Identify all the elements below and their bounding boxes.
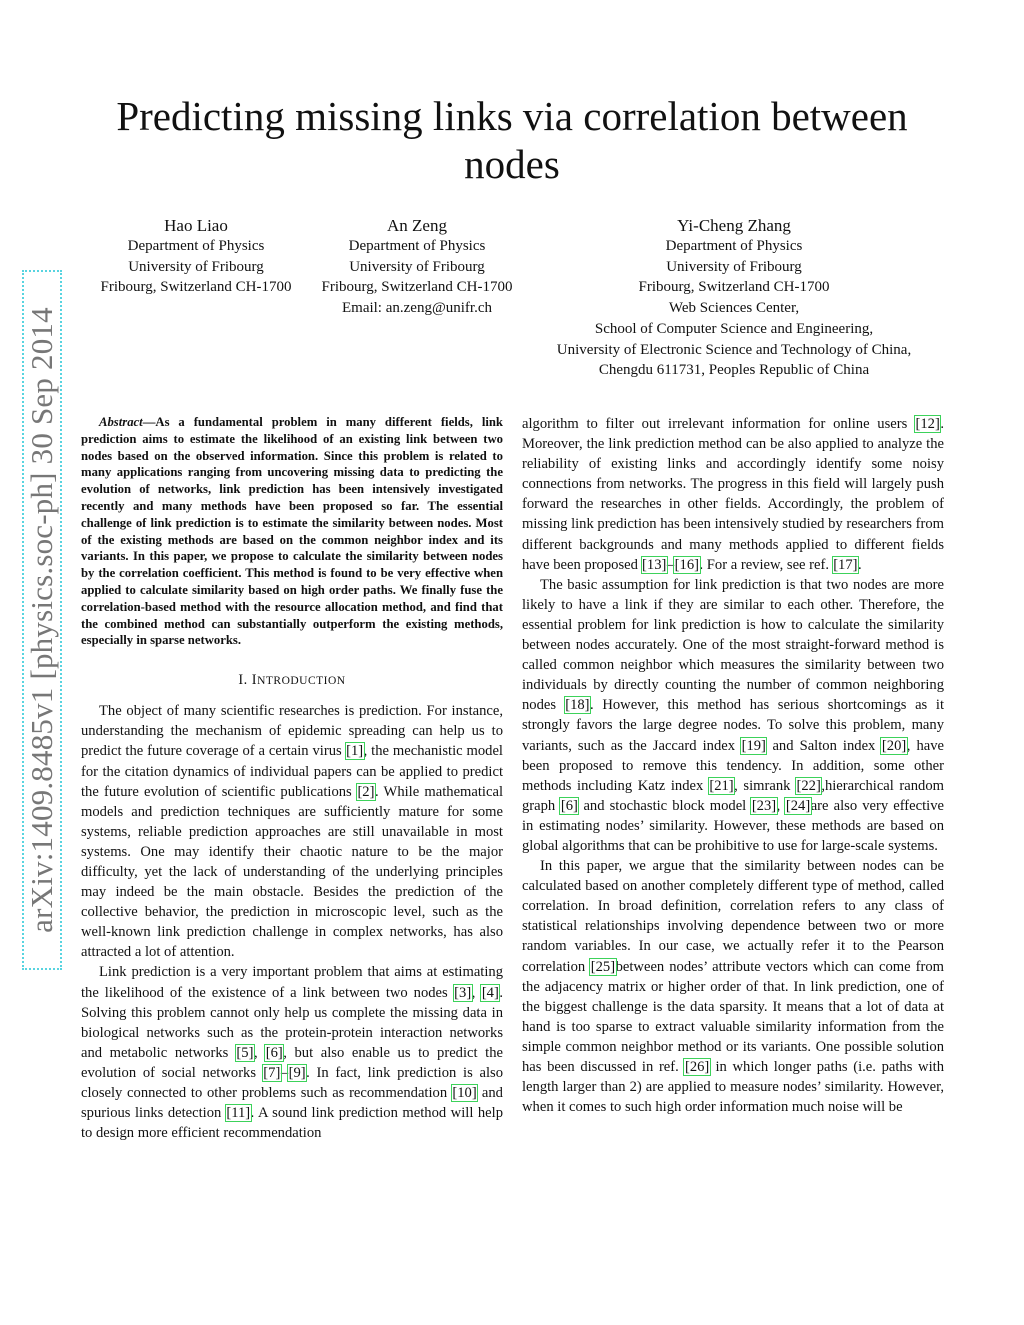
- text-run: ,: [471, 984, 482, 1001]
- text-run: , but also enable us to predict the evolution of social networks: [81, 1044, 503, 1081]
- text-run: , simrank: [734, 777, 796, 794]
- abstract-text: —As a fundamental problem in many different fields, link prediction aims to estimate the likelihood of an existing link between two nodes based on the observed information. Since this problem is related to many applications ranging from uncovering missing data to predicting the evolution of networks, link prediction has been intensively investigated recently and many methods have been proposed so far. The essential challenge of link prediction is to estimate the similarity between nodes. Most of the existing methods are based on the common neighbor index and its variants. In this paper, we propose to calculate the similarity between nodes by the correlation coefficient. This method is found to be very effective when applied to calculate similarity based on high order paths. We finally fuse the correlation-based method with the resource allocation method, and find that the combined method can substantially outperform the existing methods, especially in sparse networks.: [81, 415, 503, 648]
- author-name: Hao Liao: [164, 216, 228, 235]
- text-run: . A sound link prediction method will help to design more efficient recommendation: [81, 1105, 503, 1142]
- citation-link[interactable]: [20]: [881, 737, 907, 754]
- author-affiliation: University of Electronic Science and Technology of China,: [556, 341, 912, 358]
- text-run: –: [666, 556, 675, 573]
- citation-link[interactable]: [13]: [642, 556, 667, 573]
- text-run: and Salton index: [766, 737, 882, 754]
- paper-title: Predicting missing links via correlation between nodes: [116, 93, 908, 187]
- text-run: The basic assumption for link prediction is that two nodes are more likely to have a link if they are similar to each other. Therefore, the essential problem for link prediction is how to calculate the similarity between nodes accurately. One of the most straight-forward method is called common neighbor which measures the similarity between two individuals by directly counting the number of common neighboring nodes: [522, 576, 944, 714]
- citation-link[interactable]: [24]: [785, 797, 811, 814]
- author-affiliation: School of Computer Science and Engineering,: [594, 320, 874, 337]
- text-run: The object of many scientific researches is prediction. For instance, understanding the mechanism of epidemic spreading can help us to predict the future coverage of a certain virus: [81, 703, 503, 760]
- right-body-text: [522, 414, 944, 1117]
- text-run: ,hierarchical random graph: [522, 777, 944, 814]
- left-body-text: [81, 701, 503, 1143]
- citation-link[interactable]: [2]: [357, 783, 375, 800]
- arxiv-stamp-text: arXiv:1409.8485v1 [physics.soc-ph] 30 Sep 2014: [24, 307, 59, 933]
- right-column: [522, 414, 944, 1117]
- author-affiliation: Department of Physics: [127, 238, 265, 254]
- author-affiliation: University of Fribourg: [666, 258, 802, 275]
- author-affiliation: Fribourg, Switzerland CH-1700: [100, 279, 292, 296]
- citation-link[interactable]: [19]: [741, 737, 766, 754]
- text-run: .: [858, 556, 862, 573]
- body-paragraph: [522, 575, 944, 856]
- citation-link[interactable]: [7]: [263, 1064, 281, 1081]
- text-run: –: [280, 1064, 289, 1081]
- citation-link[interactable]: [26]: [684, 1059, 710, 1075]
- citation-link[interactable]: [11]: [226, 1105, 251, 1122]
- author-affiliation: Fribourg, Switzerland CH-1700: [321, 279, 513, 296]
- author-affiliation: Department of Physics: [665, 238, 803, 254]
- text-run: . Solving this problem cannot only help us complete the missing data in biological networks such as the protein-protein interaction networks and metabolic networks: [81, 984, 503, 1061]
- text-run: In this paper, we argue that the similarity between nodes can be calculated based on another completely different type of method, called correlation. In broad definition, correlation refers to any class of statistical relationships involving dependence between two or more random variables. In our case, we actually refer it to the Pearson correlation: [522, 858, 944, 975]
- citation-link[interactable]: [9]: [288, 1064, 306, 1081]
- text-run: between nodes’ attribute vectors which can come from the adjacency matrix or higher order of that. In link prediction, one of the biggest challenge is the data sparsity. It means that a lot of data at hand is too sparse to extract valuable similarity information from the simple common neighbor method or its variants. One possible solution has been discussed in ref.: [522, 958, 945, 1075]
- author-block-2: [308, 214, 526, 319]
- body-paragraph: [81, 701, 503, 962]
- section-heading-introduction: [81, 670, 503, 691]
- section-title-first: I: [251, 672, 258, 689]
- citation-link[interactable]: [23]: [751, 797, 777, 814]
- text-run: are also very effective in estimating nodes’ similarity. However, these methods are based on global algorithms that can be prohibitive to use for large-scale systems.: [522, 797, 944, 854]
- citation-link[interactable]: [5]: [236, 1044, 254, 1061]
- text-run: , the mechanistic model for the citation dynamics of individual papers can be applied to predict the future evolution of scientific publications: [81, 743, 503, 800]
- citation-link[interactable]: [3]: [454, 984, 472, 1001]
- text-run: . While mathematical models and prediction techniques are sufficiently mature for some systems, reliable prediction approaches are still unavailable in most systems. One may identify their chaotic nature to be the major difficulty, yet the lack of understanding of the underlying principles may indeed be the main obstacle. Besides the prediction of the collective behavior, the prediction in microscopic level, such as the well-known link prediction challenge in complex networks, has also attracted a lot of attention.: [81, 783, 503, 961]
- citation-link[interactable]: [1]: [346, 743, 364, 760]
- citation-link[interactable]: [6]: [560, 797, 578, 814]
- text-run: , have been proposed to remove this tendency. In addition, some other methods including Katz index: [522, 737, 945, 794]
- abstract-lead: Abstract: [99, 415, 143, 429]
- text-run: . However, this method has serious shortcomings as it strongly favors the large degree nodes. To solve this problem, many variants, such as the Jaccard index: [522, 697, 944, 754]
- text-run: Link prediction is a very important problem that aims at estimating the likelihood of the existence of a link between two nodes: [81, 964, 503, 1001]
- author-affiliation: Fribourg, Switzerland CH-1700: [638, 279, 830, 296]
- citation-link[interactable]: [25]: [590, 958, 616, 975]
- text-run: and spurious links detection: [81, 1085, 503, 1122]
- citation-link[interactable]: [21]: [709, 777, 734, 794]
- body-paragraph: [81, 962, 503, 1143]
- text-run: ,: [776, 797, 786, 814]
- author-name: Yi-Cheng Zhang: [677, 216, 791, 235]
- citation-link[interactable]: [18]: [565, 697, 590, 714]
- text-run: in which longer paths (i.e. paths with length larger than 2) are applied to measure nodes’ similarity. However, when it comes to such high order information much noise will be: [522, 1059, 944, 1116]
- citation-link[interactable]: [6]: [265, 1044, 283, 1061]
- body-paragraph: [522, 414, 944, 575]
- text-run: ,: [253, 1044, 266, 1061]
- text-run: and stochastic block model: [578, 797, 752, 814]
- text-run: . In fact, link prediction is also closely connected to other problems such as recommendation: [81, 1064, 503, 1102]
- author-affiliation: University of Fribourg: [128, 258, 264, 275]
- author-email: Email: an.zeng@unifr.ch: [341, 300, 492, 317]
- arxiv-stamp[interactable]: [22, 270, 62, 970]
- section-title-rest: NTRODUCTION: [257, 675, 346, 688]
- citation-link[interactable]: [22]: [796, 777, 821, 794]
- author-block-1: [82, 214, 310, 298]
- citation-link[interactable]: [12]: [915, 416, 940, 432]
- author-affiliation: Chengdu 611731, Peoples Republic of China: [598, 362, 870, 379]
- text-run: algorithm to filter out irrelevant information for online users: [522, 416, 916, 432]
- section-number: I.: [238, 672, 248, 689]
- citation-link[interactable]: [17]: [833, 556, 858, 573]
- author-affiliation: Web Sciences Center,: [668, 300, 800, 317]
- citation-link[interactable]: [16]: [674, 556, 699, 573]
- author-affiliation: University of Fribourg: [349, 258, 485, 275]
- abstract: [81, 414, 503, 649]
- left-column: [81, 414, 503, 1143]
- text-run: . Moreover, the link prediction method can be also applied to analyze the reliability of existing links and accordingly identify some noisy connections from networks. The progress in this field will largely push forward the researches in other fields. Accordingly, the problem of missing link prediction has been intensively studied by researchers from different backgrounds and many methods applied to different fields have been proposed: [522, 416, 944, 573]
- author-block-3: [524, 214, 944, 381]
- citation-link[interactable]: [10]: [452, 1085, 477, 1102]
- body-paragraph: [522, 856, 944, 1117]
- text-run: . For a review, see ref.: [699, 556, 833, 573]
- author-name: An Zeng: [387, 216, 447, 235]
- author-affiliation: Department of Physics: [348, 238, 486, 254]
- citation-link[interactable]: [4]: [481, 984, 499, 1001]
